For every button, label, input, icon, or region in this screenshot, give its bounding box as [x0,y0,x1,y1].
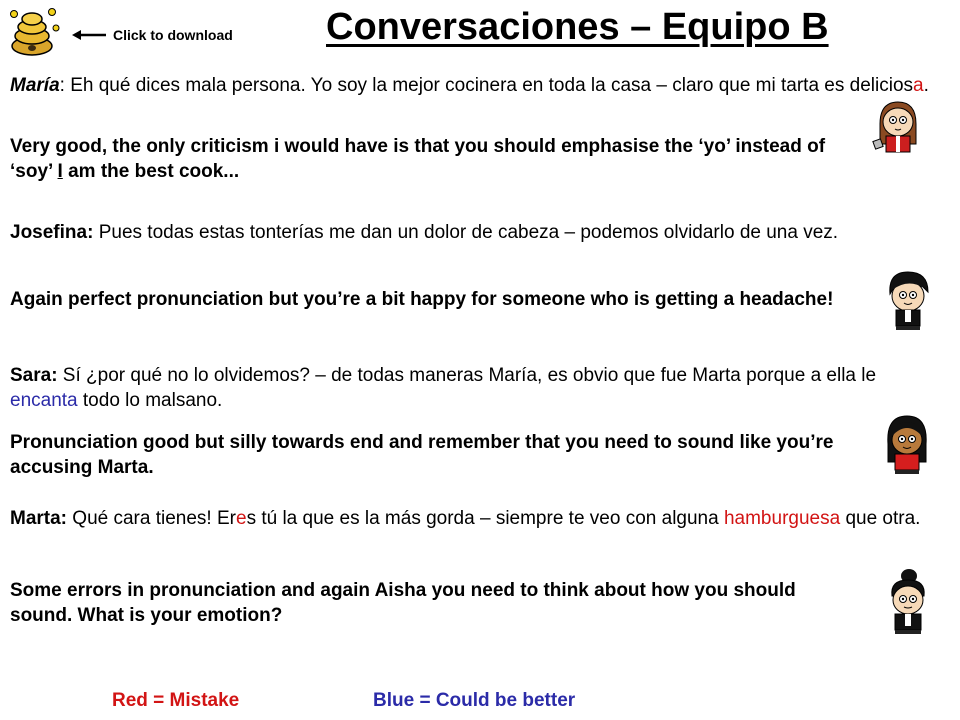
josefina-feedback: Again perfect pronunciation but you’re a bit happy for someone who is getting a headache! [10,289,834,310]
mistake-mark: e [235,508,247,529]
speaker-name: Josefina: [10,222,94,243]
sara-feedback: Pronunciation good but silly towards end and remember that you need to sound like you’re accusing Marta. [10,432,834,478]
legend-blue: Blue = Could be better [373,690,576,711]
mistake-mark: hamburguesa [723,508,841,529]
download-label[interactable]: Click to download [113,27,233,43]
maria-feedback: Very good, the only criticism i would have is that you should emphasise the ‘yo’ instead of ‘soy’ I am the best cook... [10,136,826,182]
legend-red: Red = Mistake [112,690,240,711]
maria-line: María: Eh qué dices mala persona. Yo soy la mejor cocinera en toda la casa – claro que mi tarta es deliciosa. [10,75,929,96]
left-arrow-icon [72,28,108,47]
speaker-name: María [10,75,60,96]
josefina-line: Josefina: Pues todas estas tonterías me dan un dolor de cabeza – podemos olvidarlo de una vez. [10,222,839,243]
speaker-name: Sara: [10,365,58,386]
sara-avatar [880,414,934,481]
marta-line: Marta: Qué cara tienes! Eres tú la que es la más gorda – siempre te veo con alguna hamburguesa que otra. [10,508,921,529]
marta-avatar [882,568,934,643]
sara-line: Sara: Sí ¿por qué no lo olvidemos? – de todas maneras María, es obvio que fue Marta porque a ella le encanta todo lo malsano. [10,365,877,411]
mistake-mark: a [913,75,924,96]
marta-feedback: Some errors in pronunciation and again Aisha you need to think about how you should sound. What is your emotion? [10,580,796,626]
maria-avatar [870,98,922,163]
could-be-better-mark: encanta [10,390,78,411]
page-title: Conversaciones – Equipo B [326,6,829,48]
josefina-avatar [882,270,934,337]
speaker-name: Marta: [10,508,68,529]
beehive-icon[interactable] [6,6,62,63]
